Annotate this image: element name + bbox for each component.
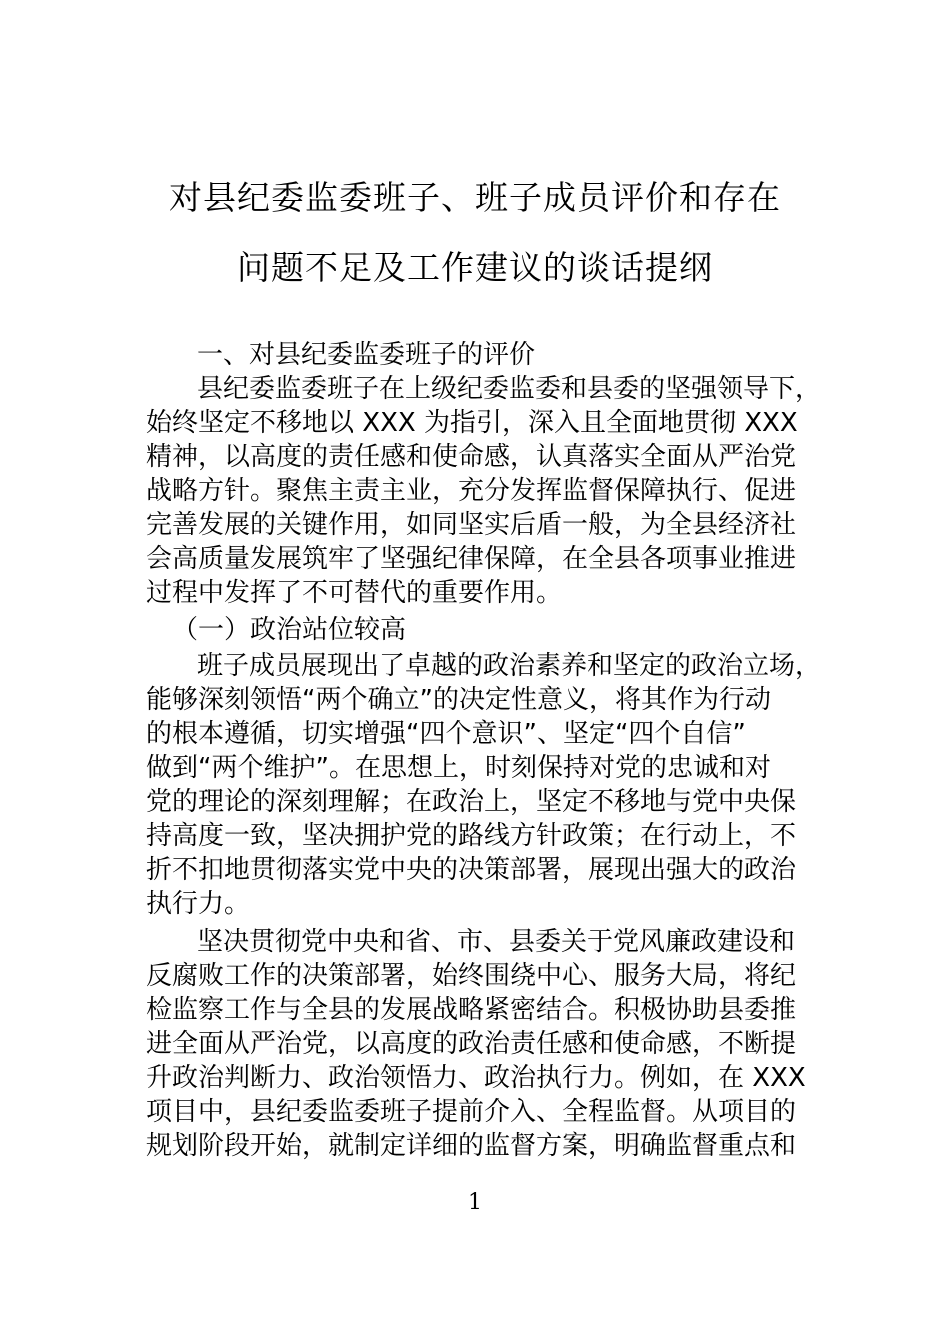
title-line-2: 问题不足及工作建议的谈话提纲: [237, 248, 713, 287]
paragraph-3-line-1: 坚决贯彻党中央和省、市、县委关于党风廉政建设和: [197, 927, 796, 957]
paragraph-2-line-8: 执行力。: [146, 889, 251, 919]
paragraph-2-line-1: 班子成员展现出了卓越的政治素养和坚定的政治立场，: [197, 651, 822, 681]
paragraph-2-line-6: 持高度一致，坚决拥护党的路线方针政策；在行动上，不: [146, 821, 797, 851]
paragraph-3-line-5: 升政治判断力、政治领悟力、政治执行力。例如，在 XXX: [146, 1063, 806, 1093]
paragraph-1-line-3: 精神，以高度的责任感和使命感，认真落实全面从严治党: [146, 442, 797, 472]
paragraph-3-line-7: 规划阶段开始，就制定详细的监督方案，明确监督重点和: [146, 1131, 797, 1161]
paragraph-1-line-4: 战略方针。聚焦主责主业，充分发挥监督保障执行、促进: [146, 476, 797, 506]
title-line-1: 对县纪委监委班子、班子成员评价和存在: [169, 178, 781, 217]
paragraph-2-line-2: 能够深刻领悟“两个确立”的决定性意义，将其作为行动: [146, 685, 771, 715]
paragraph-3-line-6: 项目中，县纪委监委班子提前介入、全程监督。从项目的: [146, 1097, 797, 1127]
paragraph-2-line-5: 党的理论的深刻理解；在政治上，坚定不移地与党中央保: [146, 787, 797, 817]
paragraph-2-line-7: 折不扣地贯彻落实党中央的决策部署，展现出强大的政治: [146, 855, 797, 885]
section-heading: 一、对县纪委监委班子的评价: [197, 340, 536, 370]
paragraph-1-line-6: 会高质量发展筑牢了坚强纪律保障，在全县各项事业推进: [146, 544, 797, 574]
paragraph-1-line-1: 县纪委监委班子在上级纪委监委和县委的坚强领导下，: [197, 374, 822, 404]
paragraph-1-line-5: 完善发展的关键作用，如同坚实后盾一般，为全县经济社: [146, 510, 797, 540]
paragraph-3-line-2: 反腐败工作的决策部署，始终围绕中心、服务大局，将纪: [146, 961, 797, 991]
page-number: 1: [468, 1190, 482, 1215]
paragraph-2-line-3: 的根本遵循，切实增强“四个意识”、坚定“四个自信”: [146, 719, 746, 749]
subheading: （一）政治站位较高: [172, 615, 407, 645]
paragraph-3-line-3: 检监察工作与全县的发展战略紧密结合。积极协助县委推: [146, 995, 797, 1025]
paragraph-1-line-7: 过程中发挥了不可替代的重要作用。: [146, 578, 563, 608]
paragraph-1-line-2: 始终坚定不移地以 XXX 为指引，深入且全面地贯彻 XXX: [146, 408, 798, 438]
paragraph-3-line-4: 进全面从严治党，以高度的政治责任感和使命感，不断提: [146, 1029, 797, 1059]
paragraph-2-line-4: 做到“两个维护”。在思想上，时刻保持对党的忠诚和对: [146, 753, 771, 783]
